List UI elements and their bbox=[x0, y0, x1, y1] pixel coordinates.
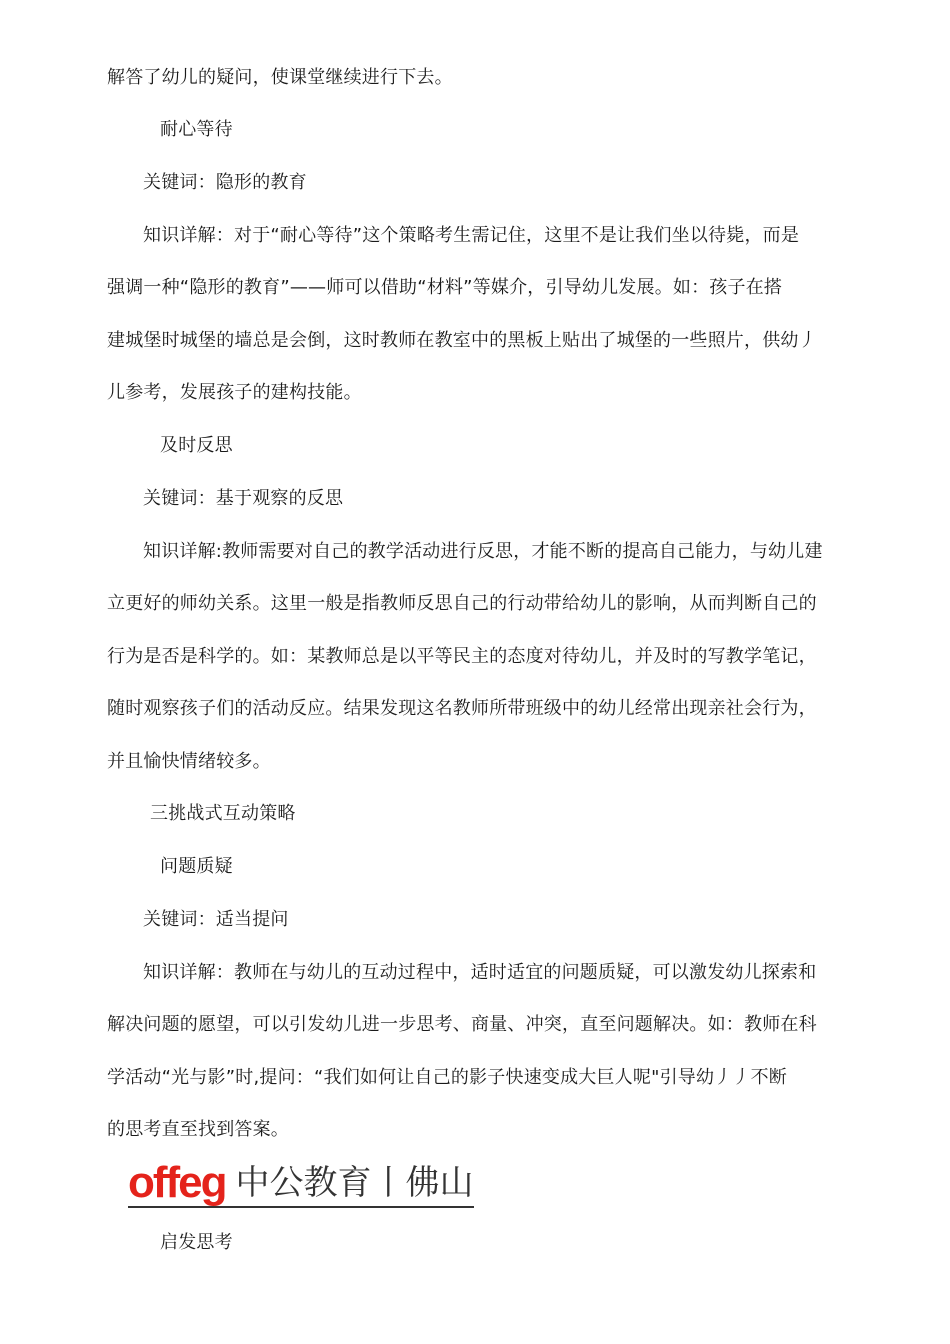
section-heading: 启发思考 bbox=[160, 1232, 233, 1253]
paragraph-line: 儿参考，发展孩子的建构技能。 bbox=[107, 382, 362, 403]
paragraph-line: 强调一种“隐形的教育”——师可以借助“材料”等媒介，引导幼儿发展。如：孩子在搭 bbox=[107, 277, 783, 298]
brand-logo bbox=[128, 1160, 474, 1208]
keyword-line: 关键词：适当提问 bbox=[143, 909, 289, 930]
paragraph-line: 随时观察孩子们的活动反应。结果发现这名教师所带班级中的幼儿经常出现亲社会行为， bbox=[107, 698, 817, 719]
paragraph-line: 知识详解:教师需要对自己的教学活动进行反思，才能不断的提高自己能力，与幼儿建 bbox=[143, 541, 823, 562]
logo-text: 中公教育丨佛山 bbox=[235, 1163, 474, 1203]
paragraph-line: 的思考直至找到答案。 bbox=[107, 1119, 289, 1140]
paragraph-line: 并且愉快情绪较多。 bbox=[107, 751, 271, 772]
section-heading: 三挑战式互动策略 bbox=[150, 803, 296, 824]
section-heading: 及时反思 bbox=[160, 435, 233, 456]
keyword-line: 关键词：隐形的教育 bbox=[143, 172, 307, 193]
paragraph-line: 建城堡时城堡的墙总是会倒，这时教师在教室中的黑板上贴出了城堡的一些照片，供幼丿 bbox=[107, 330, 817, 351]
logo-mark: offeg bbox=[128, 1158, 226, 1207]
paragraph-line: 学活动“光与影”时,提问：“我们如何让自己的影子快速变成大巨人呢"引导幼丿丿不断 bbox=[107, 1067, 787, 1088]
paragraph-line: 解决问题的愿望，可以引发幼儿进一步思考、商量、冲突，直至问题解决。如：教师在科 bbox=[107, 1014, 817, 1035]
paragraph-line: 行为是否是科学的。如：某教师总是以平等民主的态度对待幼儿，并及时的写教学笔记， bbox=[107, 646, 817, 667]
paragraph-line: 解答了幼儿的疑问，使课堂继续进行下去。 bbox=[107, 67, 453, 88]
keyword-line: 关键词：基于观察的反思 bbox=[143, 488, 344, 509]
section-heading: 耐心等待 bbox=[160, 119, 233, 140]
paragraph-line: 立更好的师幼关系。这里一般是指教师反思自己的行动带给幼儿的影响，从而判断自己的 bbox=[107, 593, 817, 614]
section-heading: 问题质疑 bbox=[160, 856, 233, 877]
paragraph-line: 知识详解：对于“耐心等待”这个策略考生需记住，这里不是让我们坐以待毙，而是 bbox=[143, 225, 800, 246]
paragraph-line: 知识详解：教师在与幼儿的互动过程中，适时适宜的问题质疑，可以激发幼儿探索和 bbox=[143, 962, 817, 983]
